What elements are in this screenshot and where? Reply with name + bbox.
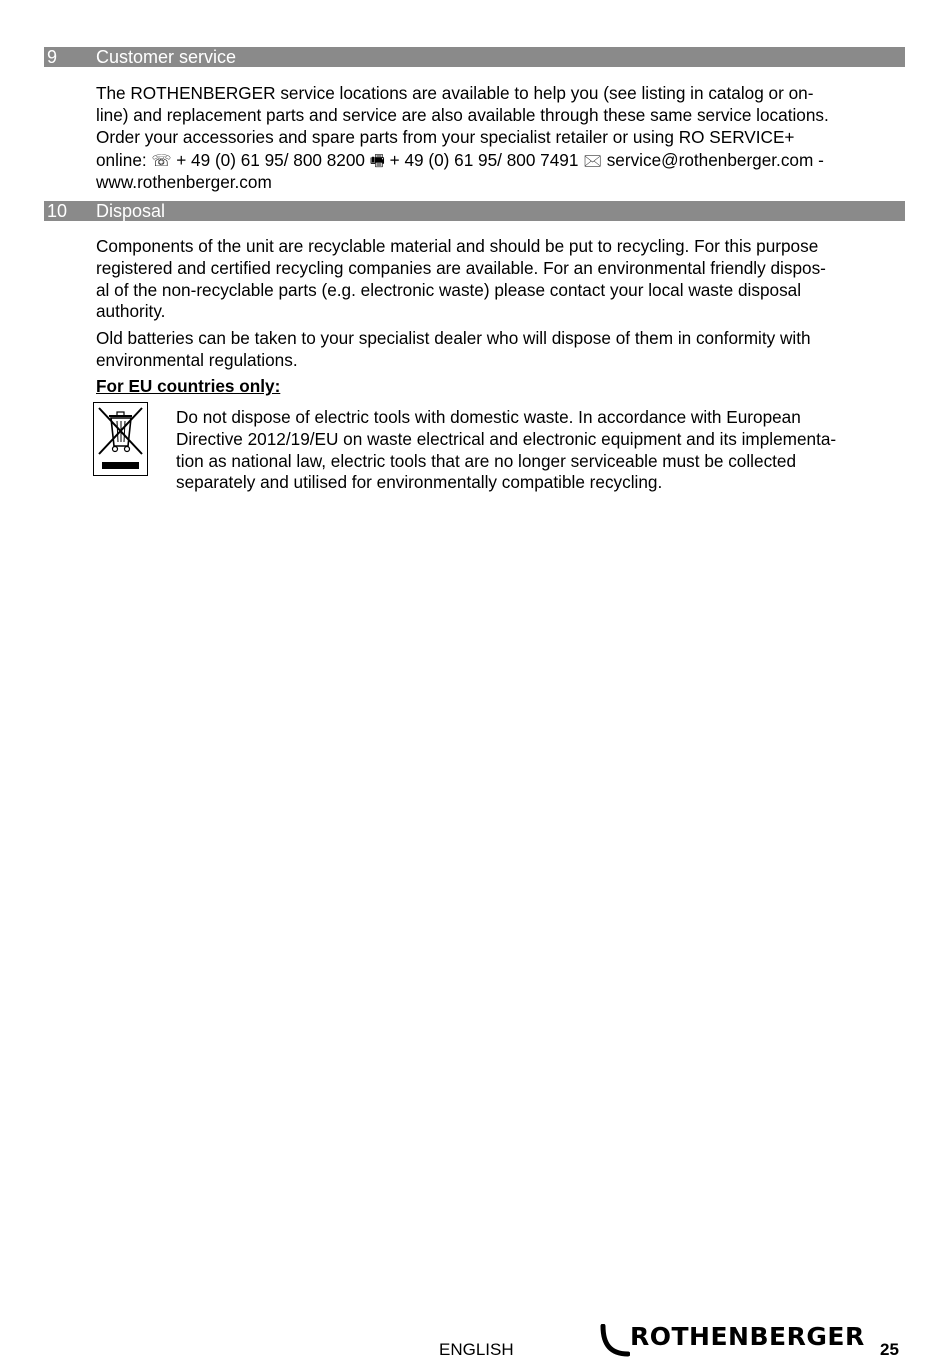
text-line: tion as national law, electric tools that are no longer serviceable must be collected [176,450,797,471]
telephone-icon: ☏ [151,151,172,171]
website-link[interactable]: www.rothenberger.com [96,172,272,193]
text-line: al of the non-recyclable parts (e.g. electronic waste) please contact your local waste disposal [96,279,802,300]
text-line: Do not dispose of electric tools with domestic waste. In accordance with European [176,407,801,427]
envelope-icon: 🖂 [583,151,602,171]
fax-number: + 49 (0) 61 95/ 800 7491 [389,150,579,171]
section-number: 10 [47,201,68,221]
crossed-out-wheelie-bin-icon [93,402,148,476]
email-link[interactable]: service@rothenberger.com - [606,150,824,171]
text-line: authority. [96,301,166,322]
fax-icon: 🖷 [369,151,385,171]
text-line: environmental regulations. [96,349,298,370]
phone-number: + 49 (0) 61 95/ 800 8200 [176,150,365,171]
online-label: online: [96,150,147,171]
footer-language: ENGLISH [439,1340,514,1359]
text-line: Components of the unit are recyclable material and should be put to recycling. For this purpose [96,236,819,256]
text-line: registered and certified recycling companies are available. For an environmental friendly dispos- [96,257,826,278]
text-line: Directive 2012/19/EU on waste electrical and electronic equipment and its implementa- [176,428,837,449]
text-line: The ROTHENBERGER service locations are available to help you (see listing in catalog or on- [96,83,814,103]
section-title: Customer service [96,47,237,67]
text-line: separately and utilised for environmentally compatible recycling. [176,472,663,493]
page-number: 25 [880,1340,899,1359]
section-title: Disposal [96,201,166,221]
contact-line [96,150,906,172]
brand-logo: ROTHENBERGER [630,1322,865,1351]
eu-disposal-paragraph [176,407,906,494]
disposal-paragraph-1 [96,236,906,323]
eu-countries-heading: For EU countries only: [96,376,281,396]
text-line: line) and replacement parts and service are also available through these same service locations. [96,104,829,125]
rothenberger-logo-swoosh-icon [600,1324,630,1358]
section-number: 9 [47,47,58,67]
text-line: Order your accessories and spare parts from your specialist retailer or using RO SERVICE+ [96,126,795,147]
customer-service-paragraph [96,83,906,194]
section-header-customer-service [44,47,905,67]
section-header-disposal [44,201,905,221]
disposal-paragraph-2 [96,328,906,372]
text-line: Old batteries can be taken to your specialist dealer who will dispose of them in conformity with [96,328,811,348]
